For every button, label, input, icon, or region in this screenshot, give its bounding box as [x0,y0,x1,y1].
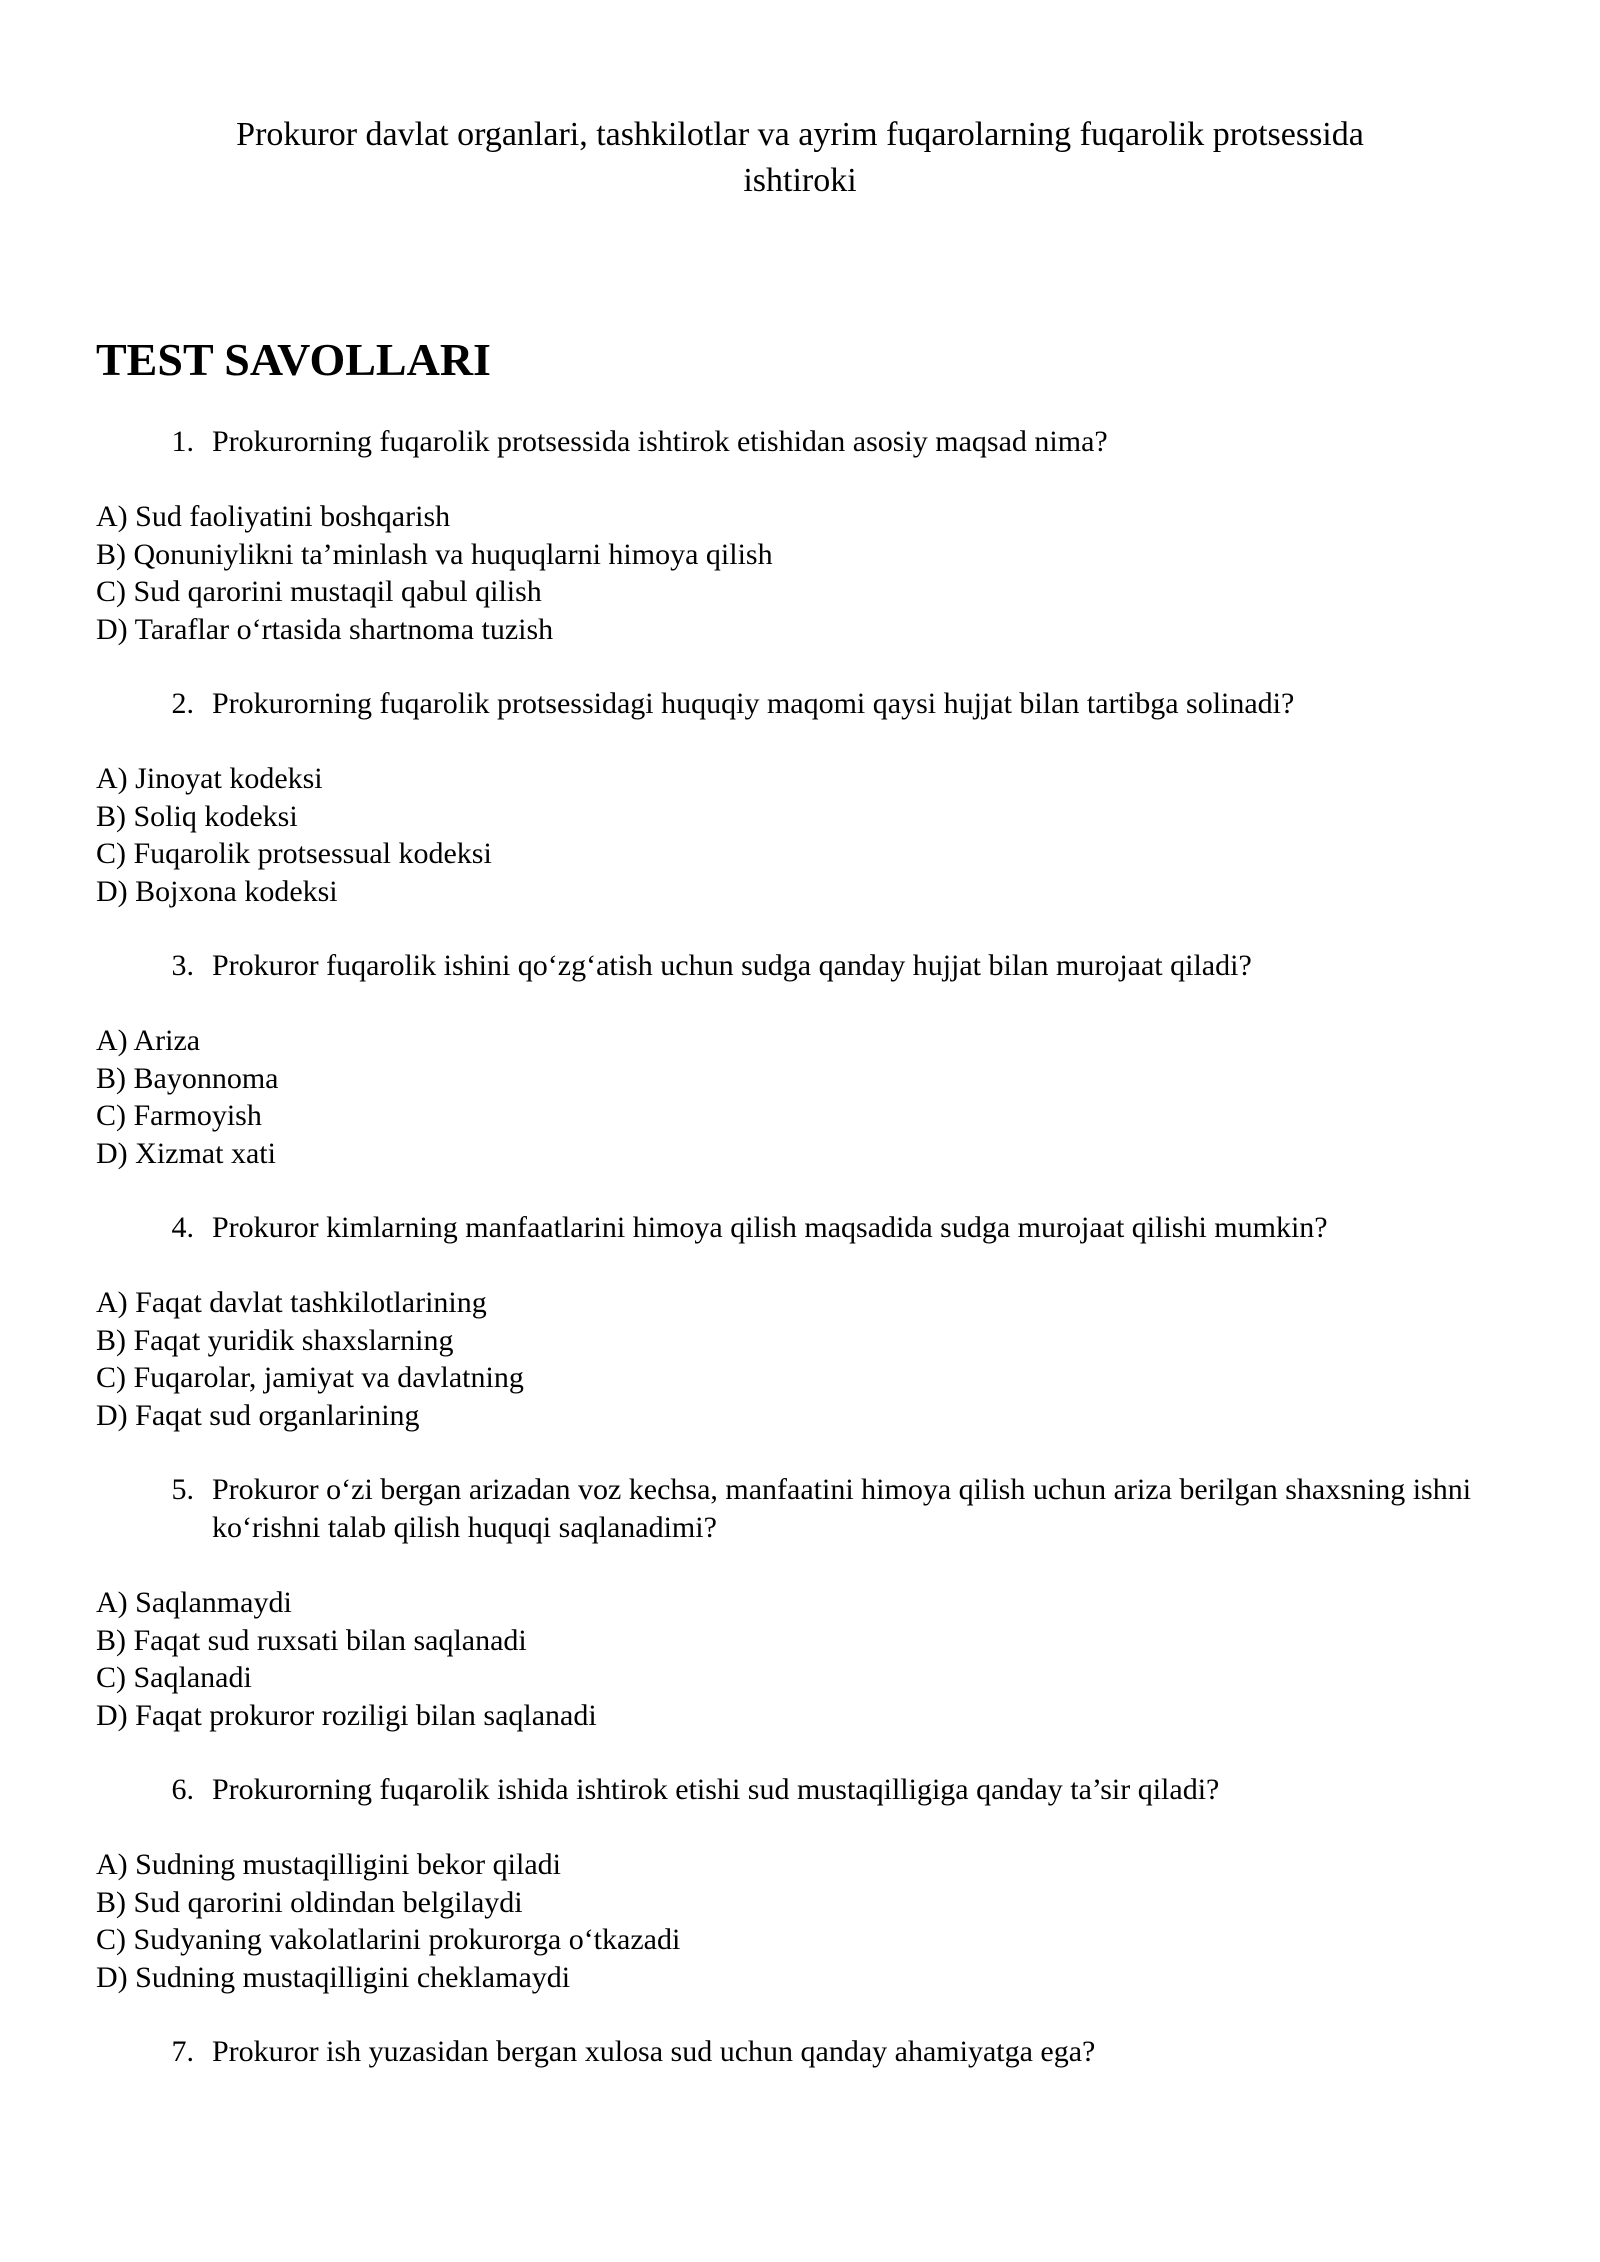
answer-options [96,1846,1516,1996]
answer-option: C) Fuqarolar, jamiyat va davlatning [96,1361,524,1394]
section-heading: TEST SAVOLLARI [96,334,491,385]
question-text: Prokurorning fuqarolik protsessidagi huquqiy maqomi qaysi hujjat bilan tartibga solinadi? [212,687,1295,720]
answer-option: B) Qonuniylikni ta’minlash va huquqlarni himoya qilish [96,537,773,571]
question [96,685,1516,723]
answer-option: A) Saqlanmaydi [96,1586,292,1619]
answer-options [96,498,1516,648]
question [96,1471,1516,1547]
answer-option: A) Sud faoliyatini boshqarish [96,500,451,533]
question-text: Prokurorning fuqarolik ishida ishtirok etishi sud mustaqilligiga qanday ta’sir qiladi? [212,1773,1220,1806]
document-title-line-1: Prokuror davlat organlari, tashkilotlar va ayrim fuqarolarning fuqarolik protsessida [236,116,1364,153]
question-number [96,2033,194,2071]
question-block [96,1471,1516,1734]
question-number-label: 1. [171,425,194,458]
question-text: Prokuror o‘zi bergan arizadan voz kechsa, manfaatini himoya qilish uchun ariza berilgan shaxsning ishni ko‘rishni talab qilish huquqi saqlanadimi? [212,1473,1472,1544]
question-number-label: 6. [171,1773,194,1806]
question-list [96,423,1516,2071]
answer-option: C) Farmoyish [96,1099,262,1132]
answer-option: D) Taraflar o‘rtasida shartnoma tuzish [96,612,554,646]
answer-options [96,1022,1516,1172]
question-number [96,1771,194,1809]
question-number [96,947,194,985]
question-block [96,1771,1516,1996]
answer-option: C) Fuqarolik protsessual kodeksi [96,837,492,870]
answer-option: B) Faqat sud ruxsati bilan saqlanadi [96,1623,527,1657]
question-block [96,947,1516,1172]
answer-option: C) Sud qarorini mustaqil qabul qilish [96,575,542,608]
question-number [96,685,194,723]
answer-option: B) Sud qarorini oldindan belgilaydi [96,1885,523,1919]
answer-options [96,1584,1516,1734]
answer-option: D) Faqat prokuror roziligi bilan saqlanadi [96,1698,597,1732]
question [96,947,1516,985]
answer-option: C) Sudyaning vakolatlarini prokurorga o‘tkazadi [96,1923,681,1956]
question-block [96,685,1516,910]
question [96,2033,1516,2071]
answer-option: D) Bojxona kodeksi [96,874,338,908]
question-number-label: 7. [171,2035,194,2068]
question-text: Prokurorning fuqarolik protsessida ishtirok etishidan asosiy maqsad nima? [212,425,1108,458]
question-text: Prokuror ish yuzasidan bergan xulosa sud uchun qanday ahamiyatga ega? [212,2035,1096,2068]
answer-option: A) Faqat davlat tashkilotlarining [96,1286,487,1319]
question-block [96,2033,1516,2071]
question-text: Prokuror kimlarning manfaatlarini himoya qilish maqsadida sudga murojaat qilishi mumkin? [212,1211,1328,1244]
answer-option: D) Xizmat xati [96,1136,276,1170]
document-title-line-2: ishtiroki [743,162,857,199]
question [96,1209,1516,1247]
question-number-label: 3. [171,949,194,982]
question [96,423,1516,461]
answer-option: C) Saqlanadi [96,1661,252,1694]
question-block [96,1209,1516,1434]
answer-options [96,1284,1516,1434]
question [96,1771,1516,1809]
answer-option: B) Bayonnoma [96,1061,279,1095]
answer-option: A) Jinoyat kodeksi [96,762,323,795]
question-text: Prokuror fuqarolik ishini qo‘zg‘atish uchun sudga qanday hujjat bilan murojaat qiladi? [212,949,1252,982]
answer-option: D) Faqat sud organlarining [96,1398,420,1432]
document-title [96,112,1504,204]
question-number [96,1471,194,1547]
answer-options [96,760,1516,910]
answer-option: B) Faqat yuridik shaxslarning [96,1323,454,1357]
question-block [96,423,1516,648]
answer-option: B) Soliq kodeksi [96,799,298,833]
question-number [96,1209,194,1247]
answer-option: A) Ariza [96,1024,201,1057]
question-number-label: 5. [171,1473,194,1506]
question-number-label: 4. [171,1211,194,1244]
answer-option: A) Sudning mustaqilligini bekor qiladi [96,1848,561,1881]
question-number [96,423,194,461]
answer-option: D) Sudning mustaqilligini cheklamaydi [96,1960,571,1994]
question-number-label: 2. [171,687,194,720]
